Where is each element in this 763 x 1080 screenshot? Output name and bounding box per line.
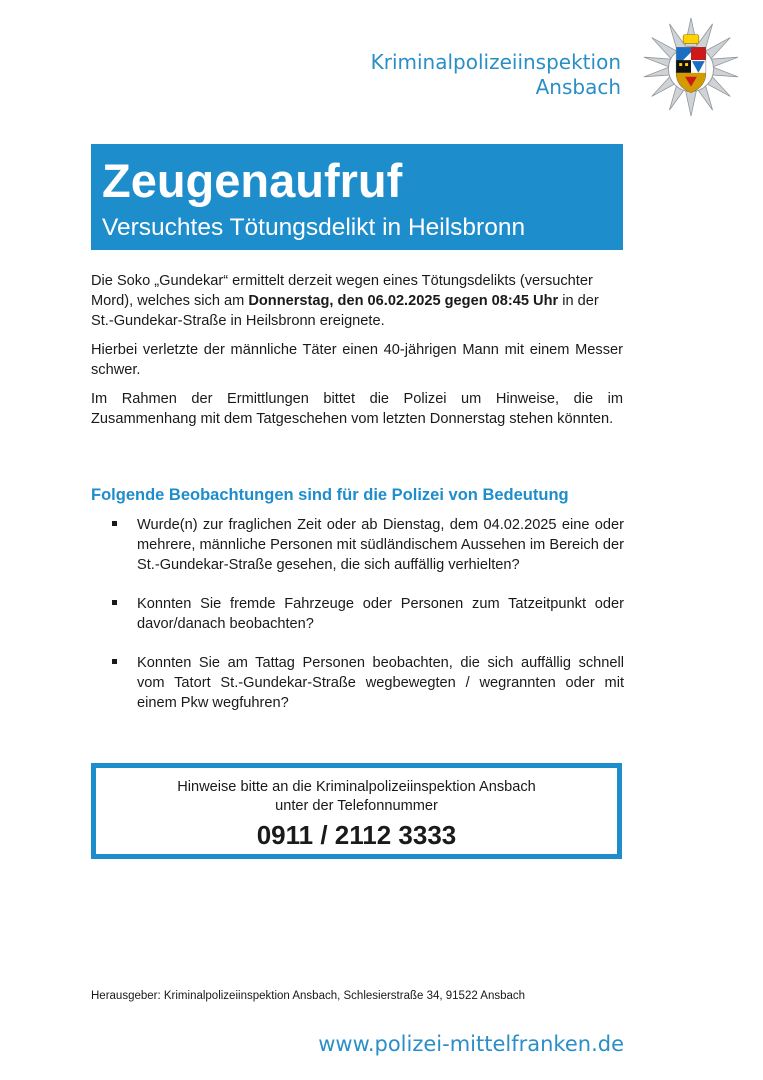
contact-line-1: Hinweise bitte an die Kriminalpolizeiinspektion Ansbach <box>177 779 536 795</box>
list-item <box>112 653 624 713</box>
list-item <box>112 515 624 575</box>
page-subtitle: Versuchtes Tötungsdelikt in Heilsbronn <box>102 214 526 241</box>
intro-text-after: in der St.-Gundekar-Straße in Heilsbronn ereignete. <box>91 293 599 329</box>
intro-paragraph-2: Hierbei verletzte der männliche Täter einen 40-jährigen Mann mit einem Messer schwer. <box>91 342 623 378</box>
org-name-line1: Kriminalpolizeiinspektion <box>370 50 621 74</box>
contact-box <box>91 763 622 859</box>
square-bullet-icon <box>112 600 117 605</box>
page-title: Zeugenaufruf <box>102 154 403 207</box>
incident-datetime: Donnerstag, den 06.02.2025 gegen 08:45 Uhr <box>248 293 559 309</box>
org-name <box>371 50 621 100</box>
intro-paragraph-3: Im Rahmen der Ermittlungen bittet die Polizei um Hinweise, die im Zusammenhang mit dem Tatgeschehen vom letzten Donnerstag stehen könnten. <box>91 391 623 427</box>
intro-text-before: Die Soko „Gundekar“ ermittelt derzeit wegen eines Tötungsdelikts (versuchter Mord), welches sich am <box>91 273 593 309</box>
observations-heading: Folgende Beobachtungen sind für die Polizei von Bedeutung <box>91 486 569 504</box>
phone-number[interactable]: 0911 / 2112 3333 <box>256 820 457 850</box>
observations-list <box>112 515 624 713</box>
intro-paragraph-1 <box>91 271 623 331</box>
org-name-line2: Ansbach <box>535 75 621 99</box>
contact-line-2: unter der Telefonnummer <box>275 798 438 814</box>
square-bullet-icon <box>112 659 117 664</box>
square-bullet-icon <box>112 521 117 526</box>
website-link[interactable]: www.polizei-mittelfranken.de <box>318 1032 624 1056</box>
publisher-line: Herausgeber: Kriminalpolizeiinspektion Ansbach, Schlesierstraße 34, 91522 Ansbach <box>91 990 526 1002</box>
list-item-text: Konnten Sie am Tattag Personen beobachten, die sich auffällig schnell vom Tatort St.-Gundekar-Straße wegbewegten / wegrannten oder mit einem Pkw wegfuhren? <box>137 655 624 711</box>
list-item <box>112 594 624 634</box>
police-star-badge-icon <box>640 16 742 118</box>
title-banner <box>91 144 623 250</box>
list-item-text: Konnten Sie fremde Fahrzeuge oder Personen zum Tatzeitpunkt oder davor/danach beobachten? <box>137 596 624 632</box>
list-item-text: Wurde(n) zur fraglichen Zeit oder ab Dienstag, dem 04.02.2025 eine oder mehrere, männliche Personen mit südländischem Aussehen im Bereich der St.-Gundekar-Straße gesehen, die sich auffällig verhielten? <box>137 517 624 573</box>
